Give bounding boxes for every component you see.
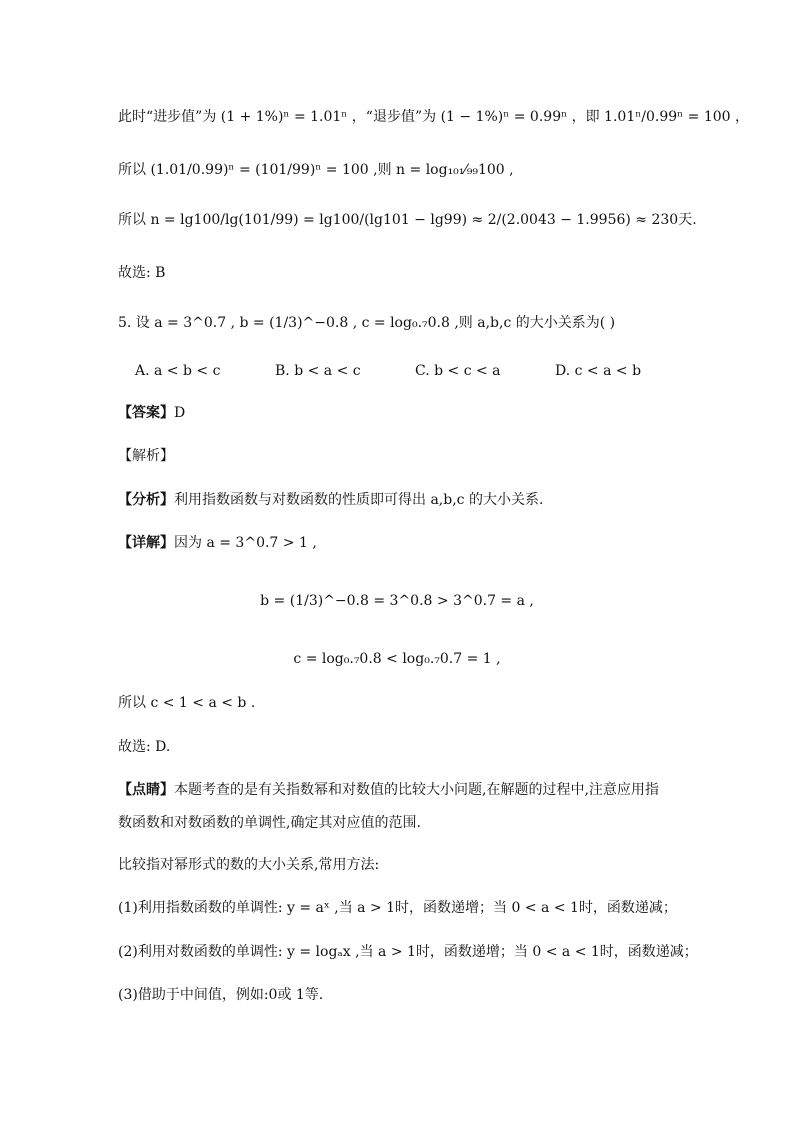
fenxi-tag: 【分析】 — [118, 492, 174, 508]
text-line-n-log: 所以 (1.01/0.99)ⁿ = (101/99)ⁿ = 100 ,则 n = log₁₀₁⁄₉₉100 , — [118, 162, 514, 178]
text-line-choose-b: 故选: B — [118, 265, 166, 281]
equation-c: c = log₀.₇0.8 < log₀.₇0.7 = 1 , — [293, 651, 501, 667]
fenxi-text: 利用指数函数与对数函数的性质即可得出 a,b,c 的大小关系. — [174, 492, 544, 508]
question-5: 5. 设 a = 3^0.7 , b = (1/3)^−0.8 , c = log₀.₇0.8 ,则 a,b,c 的大小关系为( ) — [118, 315, 616, 331]
comment-text-1: 本题考查的是有关指数幂和对数值的比较大小问题,在解题的过程中,注意应用指 — [174, 782, 659, 798]
choose-d-line: 故选: D. — [118, 739, 171, 755]
text-line-n-value: 所以 n = lg100/lg(101/99) = lg100/(lg101 − lg99) ≈ 2/(2.0043 − 1.9956) ≈ 230天. — [118, 212, 697, 228]
fenxi-line — [118, 493, 543, 507]
method-2: (2)利用对数函数的单调性: y = logₐx ,当 a > 1时，函数递增；当 0 < a < 1时，函数递减； — [118, 944, 698, 960]
method-1: (1)利用指数函数的单调性: y = aˣ ,当 a > 1时，函数递增；当 0 < a < 1时，函数递减； — [118, 900, 677, 916]
option-a: A. a < b < c — [135, 363, 221, 379]
detail-text: 因为 a = 3^0.7 > 1 , — [174, 535, 317, 551]
equation-b: b = (1/3)^−0.8 = 3^0.8 > 3^0.7 = a , — [260, 593, 534, 609]
analysis-heading: 【解析】 — [118, 448, 174, 464]
comment-line-2: 数函数和对数函数的单调性,确定其对应值的范围. — [118, 815, 421, 831]
method-heading: 比较指对幂形式的数的大小关系,常用方法: — [118, 857, 380, 873]
detail-tag: 【详解】 — [118, 535, 174, 551]
text-line-progress: 此时“进步值”为 (1 + 1%)ⁿ = 1.01ⁿ ，“退步值”为 (1 − 1%)ⁿ = 0.99ⁿ ，即 1.01ⁿ/0.99ⁿ = 100 ， — [118, 109, 750, 125]
answer-value: D — [174, 405, 186, 421]
comment-line-1 — [118, 783, 659, 797]
option-d: D. c < a < b — [555, 363, 642, 379]
answer-line — [118, 406, 185, 420]
option-b: B. b < a < c — [275, 363, 361, 379]
option-c: C. b < c < a — [415, 363, 501, 379]
comment-tag: 【点睛】 — [118, 782, 174, 798]
conclusion-line: 所以 c < 1 < a < b . — [118, 695, 256, 711]
answer-tag: 【答案】 — [118, 405, 174, 421]
detail-line — [118, 536, 317, 550]
method-3: (3)借助于中间值，例如:0或 1等. — [118, 987, 324, 1003]
